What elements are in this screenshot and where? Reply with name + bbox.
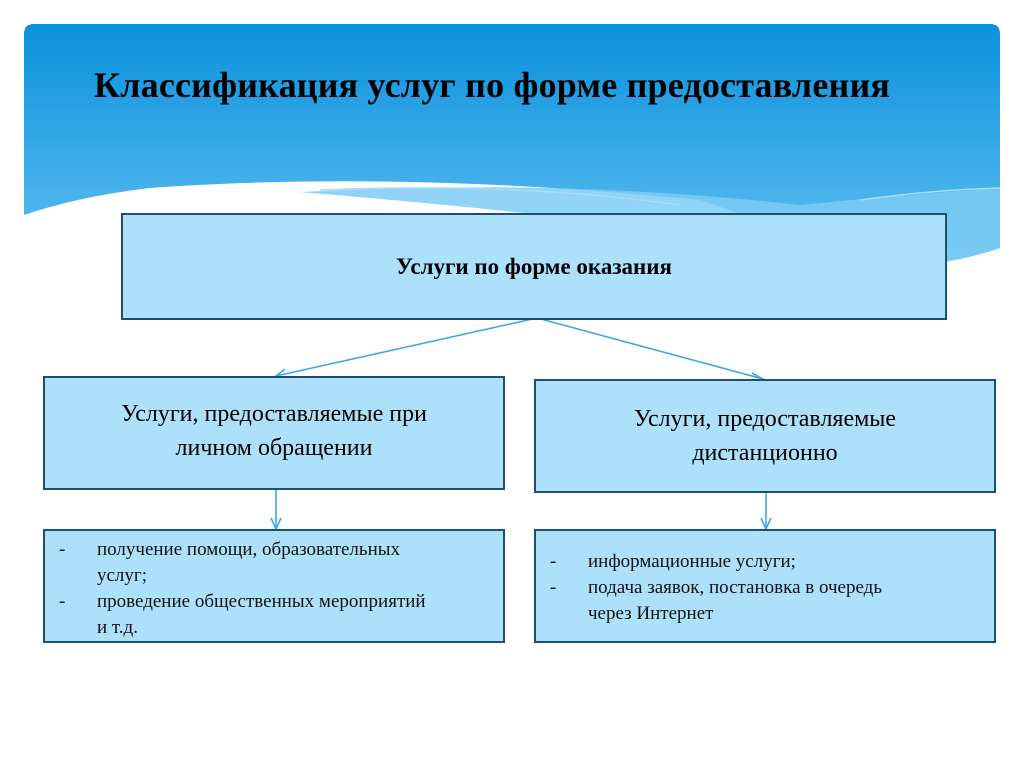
- slide-title: Классификация услуг по форме предоставления: [93, 65, 891, 105]
- list-item-text: подача заявок, постановка в очередь: [588, 577, 882, 598]
- root-node: [121, 213, 947, 320]
- bullet-dash: -: [59, 591, 66, 612]
- list-item-continuation: услуг;: [97, 565, 147, 586]
- root-node-label: Услуги по форме оказания: [395, 253, 673, 279]
- branch-node-label-line2: личном обращении: [175, 435, 373, 461]
- branch-node-label-line2: дистанционно: [692, 440, 838, 466]
- list-item-continuation: и т.д.: [97, 617, 138, 638]
- bullet-dash: -: [550, 551, 557, 572]
- list-item-text: информационные услуги;: [588, 551, 796, 572]
- bullet-dash: -: [59, 539, 66, 560]
- list-item-continuation: через Интернет: [588, 603, 714, 624]
- list-item: [550, 575, 984, 627]
- branch-node-in-person: [43, 376, 505, 490]
- bullet-dash: -: [550, 577, 557, 598]
- list-item-text: проведение общественных мероприятий: [97, 591, 426, 612]
- examples-list-remote: [534, 529, 996, 643]
- branch-node-remote: [534, 379, 996, 493]
- branch-node-label-line1: Услуги, предоставляемые: [633, 406, 897, 432]
- list-item: [59, 537, 493, 589]
- examples-list-in-person: [43, 529, 505, 643]
- branch-node-label-line1: Услуги, предоставляемые при: [121, 401, 427, 427]
- list-item-text: получение помощи, образовательных: [97, 539, 401, 560]
- list-item: [59, 589, 493, 641]
- list-item: [550, 549, 984, 575]
